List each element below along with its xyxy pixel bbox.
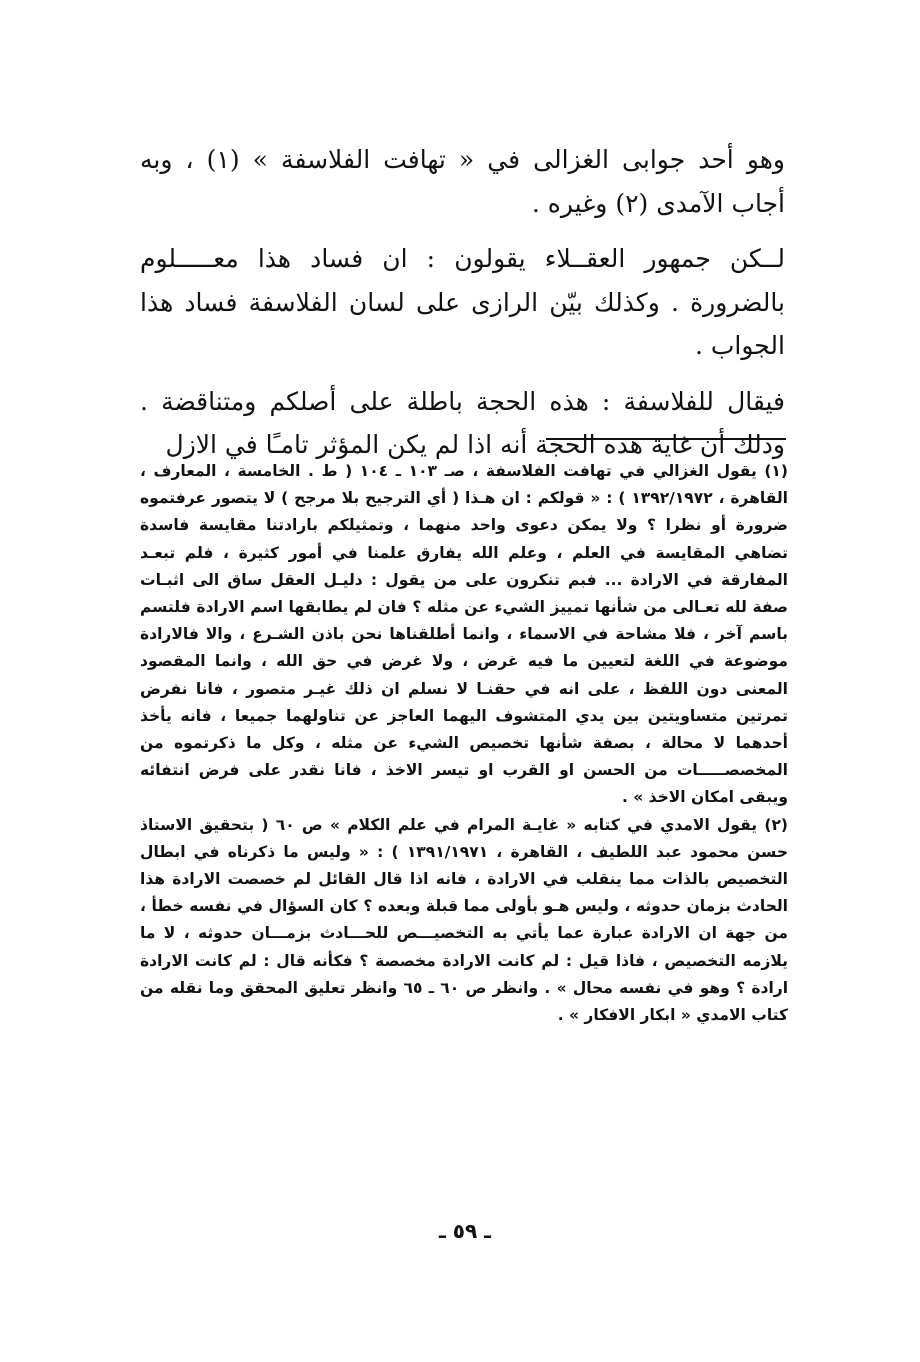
main-text xyxy=(140,138,785,479)
page-number: ـ ٥٩ ـ xyxy=(438,1219,492,1243)
paragraph-1: وهو أحد جوابى الغزالى في « تهافت الفلاسفة » (١) ، وبه أجاب الآمدى (٢) وغيره . xyxy=(140,145,785,218)
paragraph-2: لــكن جمهور العقــلاء يقولون : ان فساد هذا معـــــلوم بالضرورة . وكذلك بيّن الرازى على لسان الفلاسفة فساد هذا الجواب . xyxy=(140,244,785,360)
footnote-2: (٢) يقول الامدي في كتابه « غايـة المرام في علم الكلام » ص ٦٠ ( بتحقيق الاستاذ حسن محمود عبد اللطيف ، القاهرة ، ١٣٩١/١٩٧١ ) : « وليس ما ذكرناه في ابطال التخصيص بالذات مما ينقلب في الارادة ، فانه اذا قال القائل لم خصصت الارادة هذا الحادث بزمان حدوثه ، وليس هـو بأولى مما قبلة وبعده ؟ كان السؤال في نفسه خطأ ، من جهة ان الارادة عبارة عما يأتي به التخصيـــص للحـــادث بزمـــان حدوثه ، لا ما يلازمه التخصيص ، فاذا قيل : لم كانت الارادة مخصصة ؟ فكأنه قال : لم كانت الارادة ارادة ؟ وهو في نفسه محال » . وانظر ص ٦٠ ـ ٦٥ وانظر تعليق المحقق وما نقله من كتاب الامدي « ابكار الافكار » . xyxy=(140,815,789,1025)
paragraph-3: فيقال للفلاسفة : هذه الحجة باطلة على أصلكم ومتناقضة . وذلك أن غاية هذه الحجة أنه اذا لم يكن المؤثر تامـًا في الازل xyxy=(140,386,785,459)
footnotes xyxy=(140,458,788,1029)
footnote-1: (١) يقول الغزالي في تهافت الفلاسفة ، صـ ١٠٣ ـ ١٠٤ ( ط . الخامسة ، المعارف ، القاهرة ، ١٣٩٢/١٩٧٢ ) : « قولكم : ان هـذا ( أي الترجيح بلا مرجح ) لا يتصور عرفتموه ضرورة أو نظرا ؟ ولا يمكن دعوى واحد منهما ، وتمثيلكم بارادتنا مقايسة فاسدة تضاهي المقايسة في العلم ، وعلم الله يفارق علمنا في أمور كثيرة ، فلم تبعـد المفارقة في الارادة ... فبم تنكرون على من يقول : دليـل العقل ساق الى اثبـات صفة لله تعـالى من شأنها تمييز الشيء عن مثله ؟ فان لم يطابقها اسم الارادة فلتسم باسم آخر ، فلا مشاحة في الاسماء ، وانما أطلقناها نحن باذن الشـرع ، والا فالارادة موضوعة في اللغة لتعيين ما فيه غرض ، ولا غرض في حق الله ، وانما المقصود المعنى دون اللفظ ، على انه في حقنـا لا نسلم ان ذلك غيـر متصور ، فانا نفرض تمرتين متساويتين بين يدي المتشوف اليهما العاجز عن تناولهما جميعا ، فانه يأخذ أحدهما لا محالة ، بصفة شأنها تخصيص الشيء عن مثله ، وكل ما ذكرتموه من المخصصـــــات من الحسن او القرب او تيسر الاخذ ، فانا نقدر على فرض انتفائه ويبقى امكان الاخذ » . xyxy=(140,462,788,807)
footnote-separator xyxy=(546,438,786,440)
